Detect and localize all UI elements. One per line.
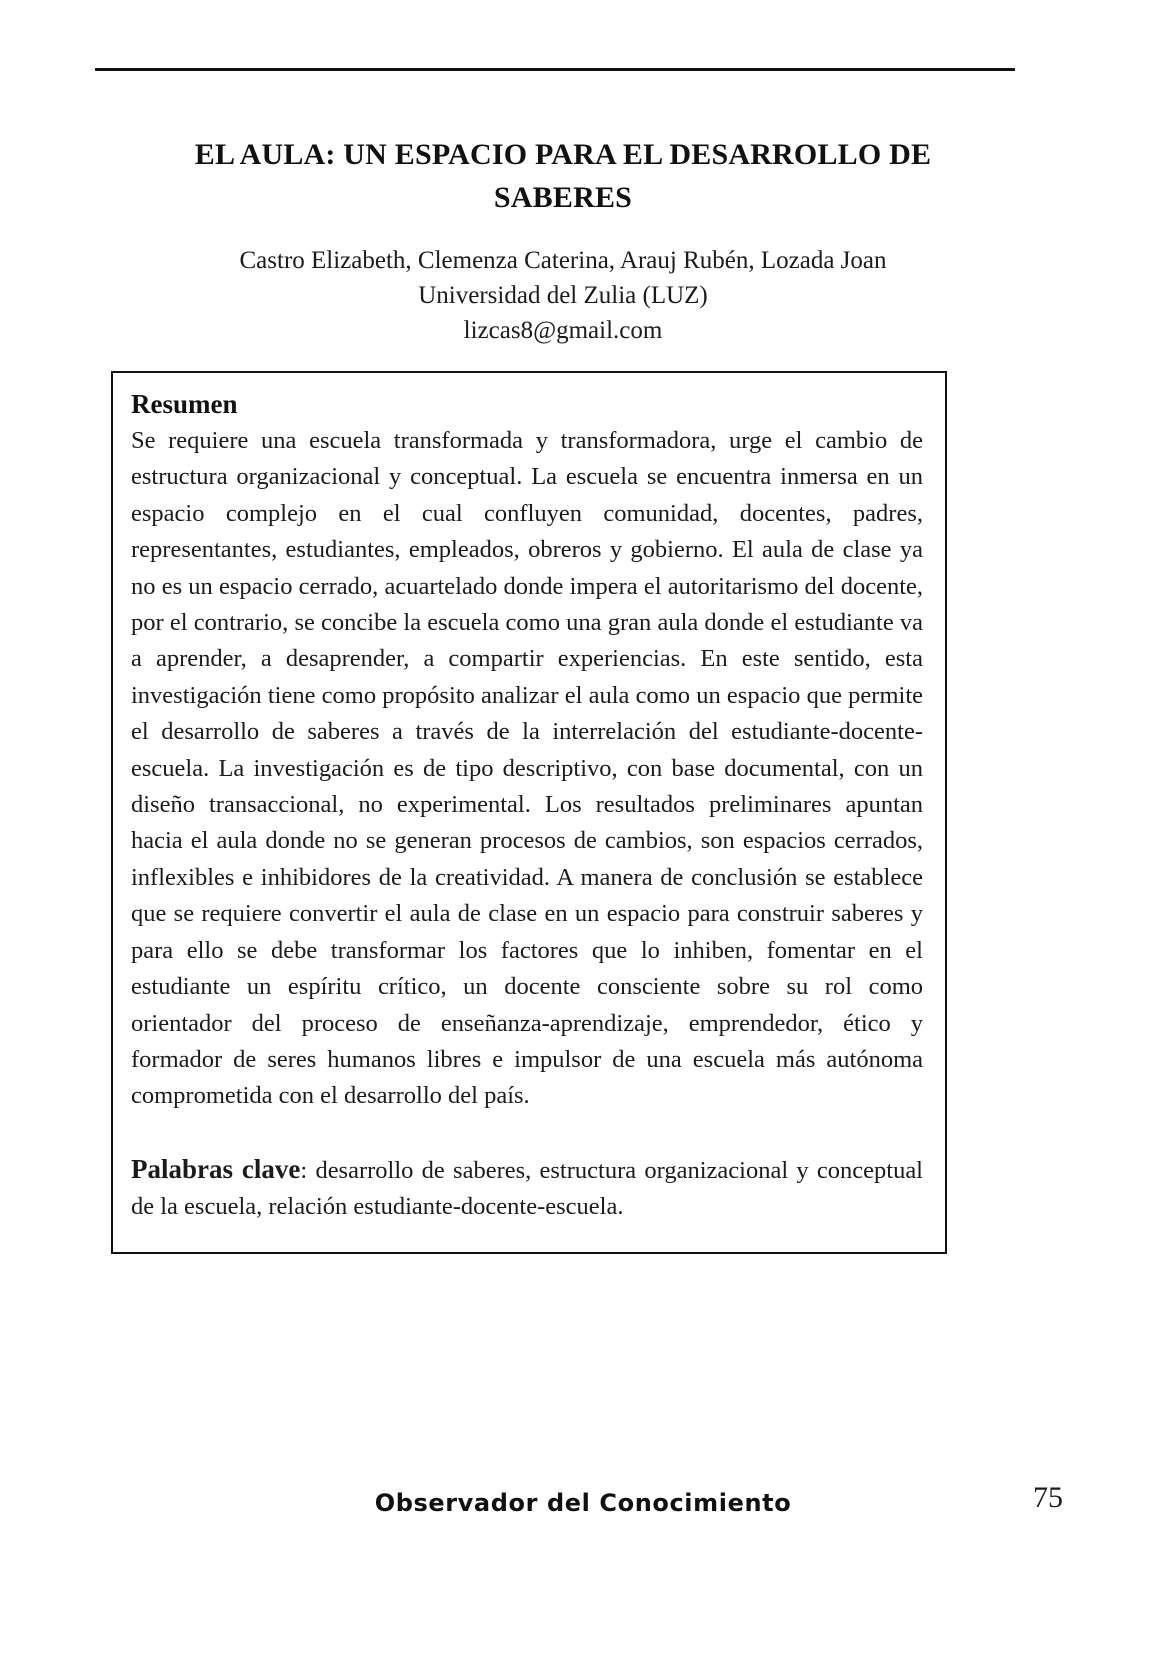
footer-page-number: 75 bbox=[1033, 1481, 1063, 1514]
keywords-line bbox=[131, 1151, 923, 1226]
header-rule bbox=[95, 68, 1015, 71]
title-line-2: SABERES bbox=[493, 181, 633, 214]
author-names: Castro Elizabeth, Clemenza Caterina, Arauj Rubén, Lozada Joan bbox=[239, 247, 887, 274]
page-title bbox=[113, 133, 1013, 219]
abstract-box bbox=[111, 371, 947, 1254]
abstract-body: Se requiere una escuela transformada y transformadora, urge el cambio de estructura organizacional y conceptual. La escuela se encuentra inmersa en un espacio complejo en el cual confluyen comunidad, docentes, padres, representantes, estudiantes, empleados, obreros y gobierno. El aula de clase ya no es un espacio cerrado, acuartelado donde impera el autoritarismo del docente, por el contrario, se concibe la escuela como una gran aula donde el estudiante va a aprender, a desaprender, a compartir experiencias. En este sentido, esta investigación tiene como propósito analizar el aula como un espacio que permite el desarrollo de saberes a través de la interrelación del estudiante-docente-escuela. La investigación es de tipo descriptivo, con base documental, con un diseño transaccional, no experimental. Los resultados preliminares apuntan hacia el aula donde no se generan procesos de cambios, son espacios cerrados, inflexibles e inhibidores de la creatividad. A manera de conclusión se establece que se requiere convertir el aula de clase en un espacio para construir saberes y para ello se debe transformar los factores que lo inhiben, fomentar en el estudiante un espíritu crítico, un docente consciente sobre su rol como orientador del proceso de enseñanza-aprendizaje, emprendedor, ético y formador de seres humanos libres e impulsor de una escuela más autónoma comprometida con el desarrollo del país. bbox=[131, 427, 923, 1110]
keywords-label: Palabras clave bbox=[131, 1153, 301, 1184]
footer-journal-name: Observador del Conocimiento bbox=[374, 1489, 792, 1517]
author-affiliation: Universidad del Zulia (LUZ) bbox=[418, 282, 708, 309]
page-footer bbox=[0, 1481, 1166, 1529]
keywords-separator: : bbox=[300, 1156, 316, 1184]
abstract-heading: Resumen bbox=[131, 389, 238, 419]
keywords-text: desarrollo de saberes, estructura organizacional y conceptual de la escuela, relación estudiante-docente-escuela. bbox=[131, 1156, 923, 1221]
author-block bbox=[113, 243, 1013, 348]
author-email: lizcas8@gmail.com bbox=[463, 317, 663, 344]
title-line-1: EL AULA: UN ESPACIO PARA EL DESARROLLO DE bbox=[194, 138, 932, 171]
